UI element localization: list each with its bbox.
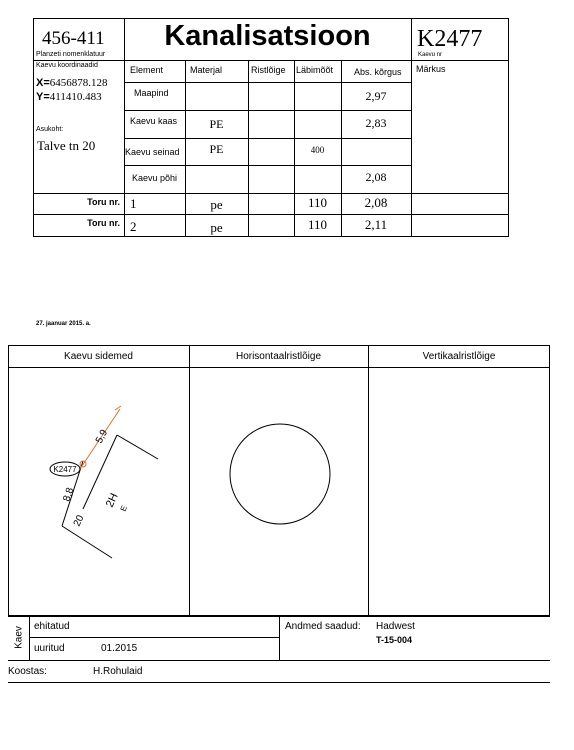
col-header-diameter: Läbimõõt — [296, 65, 334, 75]
coordinates-caption: Kaevu koordinaadid — [36, 62, 98, 69]
row-kaas-height: 2,83 — [365, 116, 387, 130]
data-source-name: Hadwest — [376, 621, 415, 632]
pipe-1-number: 1 — [130, 196, 137, 211]
author-label: Koostas: — [8, 666, 47, 677]
pipe-2-label: Toru nr. — [87, 218, 120, 228]
col-header-notes: Märkus — [416, 64, 446, 74]
plan-number: 456-411 — [42, 28, 105, 49]
section-horizontal-title: Horisontaalristlõige — [235, 351, 322, 362]
col-header-material: Materjal — [190, 65, 223, 75]
sketch-dim-20: 20 — [71, 513, 87, 529]
sketch-building-line-right — [117, 435, 158, 459]
row-maapind-element: Maapind — [134, 88, 169, 98]
plan-number-caption: Planzeti nomenklatuur — [36, 51, 106, 58]
x-value: 6456878.128 — [49, 77, 108, 89]
row-maapind-height: 2,97 — [365, 89, 387, 103]
footer-side-label: Kaev — [13, 626, 25, 649]
built-label: ehitatud — [34, 621, 70, 632]
row-pohi-element: Kaevu põhi — [132, 173, 178, 183]
row-pohi-height: 2,08 — [365, 170, 387, 184]
col-header-cross: Ristlõige — [251, 65, 286, 75]
col-header-height: Abs. kõrgus — [354, 67, 402, 77]
sketch-dim-88: 8,8 — [61, 486, 77, 503]
data-source-code: T-15-004 — [376, 635, 413, 645]
y-value: 411410.483 — [49, 91, 102, 103]
pipe-1-diameter: 110 — [307, 195, 328, 210]
pipe-2-height: 2,11 — [364, 217, 388, 232]
sketch-house-label: 2H — [103, 491, 121, 510]
location-caption: Asukoht: — [36, 126, 64, 133]
sketch-building-line-bottom — [62, 526, 112, 558]
row-kaas-material: PE — [209, 117, 224, 131]
x-label: X= — [36, 77, 50, 89]
x-coordinate — [36, 77, 108, 89]
author-name: H.Rohulaid — [93, 666, 143, 677]
pipe-1-label: Toru nr. — [87, 197, 120, 207]
pipe-2-number: 2 — [130, 219, 137, 234]
pipe-1-height: 2,08 — [364, 195, 388, 210]
sketch-dim-59: 5,9 — [93, 427, 111, 446]
section-vertical-title: Vertikaalristlõige — [422, 351, 496, 362]
section-connections-title: Kaevu sidemed — [64, 351, 133, 362]
location-value: Talve tn 20 — [37, 138, 96, 153]
data-source-label: Andmed saadud: — [285, 621, 361, 632]
sketch-well-label: K2477 — [53, 465, 77, 474]
row-seinad-material: PE — [209, 142, 224, 156]
row-seinad-element: Kaevu seinad — [125, 147, 180, 157]
pipe-2-material: pe — [210, 220, 223, 235]
well-id: K2477 — [417, 26, 483, 52]
pipe-1-material: pe — [210, 197, 223, 212]
surveyed-date: 01.2015 — [101, 643, 138, 654]
row-kaas-element: Kaevu kaas — [130, 116, 178, 126]
surveyed-label: uuritud — [34, 643, 65, 654]
y-label: Y= — [36, 91, 50, 103]
pipe-2-diameter: 110 — [307, 217, 328, 232]
y-coordinate — [36, 91, 102, 103]
well-id-caption: Kaevu nr — [418, 52, 443, 58]
sketch-house-sub: E — [118, 504, 130, 513]
horizontal-section-drawing — [190, 368, 368, 615]
well-cross-section-circle — [230, 424, 330, 524]
document-date: 27. jaanuar 2015. a. — [36, 321, 91, 327]
page-title: Kanalisatsioon — [164, 20, 371, 52]
col-header-element: Element — [130, 65, 164, 75]
connections-sketch — [8, 368, 189, 615]
row-seinad-diameter: 400 — [310, 145, 325, 155]
